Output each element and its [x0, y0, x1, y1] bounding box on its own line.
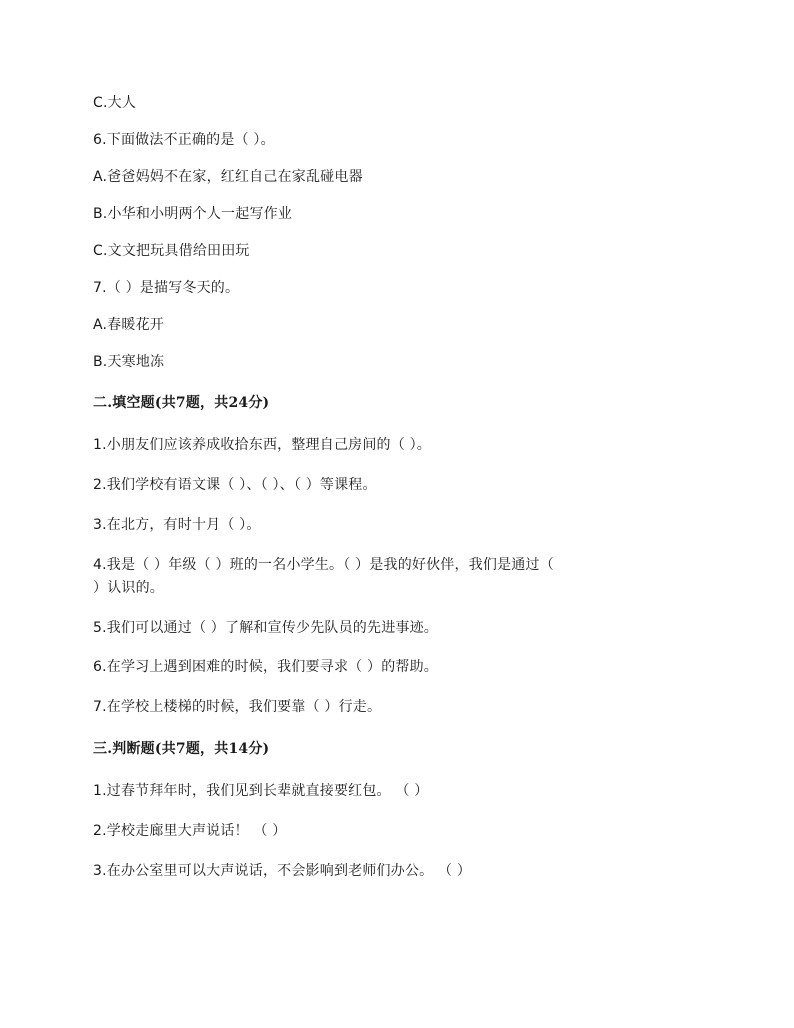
question-6-option-c: C.文文把玩具借给田田玩 [93, 243, 250, 259]
question-7-option-a: A.春暖花开 [93, 317, 164, 333]
fill-question-3: 3.在北方，有时十月（ ）。 [93, 517, 261, 533]
fill-question-6: 6.在学习上遇到困难的时候，我们要寻求（ ）的帮助。 [93, 659, 439, 675]
section-heading-fill-in: 二.填空题(共7题，共24分) [93, 395, 270, 411]
judge-question-3: 3.在办公室里可以大声说话，不会影响到老师们办公。 （ ） [93, 863, 472, 879]
fill-question-7: 7.在学校上楼梯的时候，我们要靠（ ）行走。 [93, 699, 382, 715]
question-7-option-b: B.天寒地冻 [93, 354, 165, 370]
question-7-stem: 7.（ ）是描写冬天的。 [93, 280, 240, 296]
fill-question-5: 5.我们可以通过（ ）了解和宣传少先队员的先进事迹。 [93, 620, 439, 636]
section-heading-true-false: 三.判断题(共7题，共14分) [93, 741, 270, 757]
question-6-stem: 6.下面做法不正确的是（ ）。 [93, 132, 275, 148]
judge-question-1: 1.过春节拜年时，我们见到长辈就直接要红包。 （ ） [93, 783, 429, 799]
fill-question-1: 1.小朋友们应该养成收拾东西，整理自己房间的（ ）。 [93, 437, 432, 453]
question-6-option-a: A.爸爸妈妈不在家，红红自己在家乱碰电器 [93, 169, 363, 185]
fill-question-4-line-1: 4.我是（ ）年级（ ）班的一名小学生。（ ）是我的好伙伴，我们是通过（ [93, 557, 554, 573]
question-5-option-c: C.大人 [93, 95, 137, 111]
fill-question-4-line-2: ）认识的。 [93, 580, 164, 596]
fill-question-2: 2.我们学校有语文课（ ）、（ ）、（ ）等课程。 [93, 477, 377, 493]
question-6-option-b: B.小华和小明两个人一起写作业 [93, 206, 293, 222]
judge-question-2: 2.学校走廊里大声说话！ （ ） [93, 823, 287, 839]
